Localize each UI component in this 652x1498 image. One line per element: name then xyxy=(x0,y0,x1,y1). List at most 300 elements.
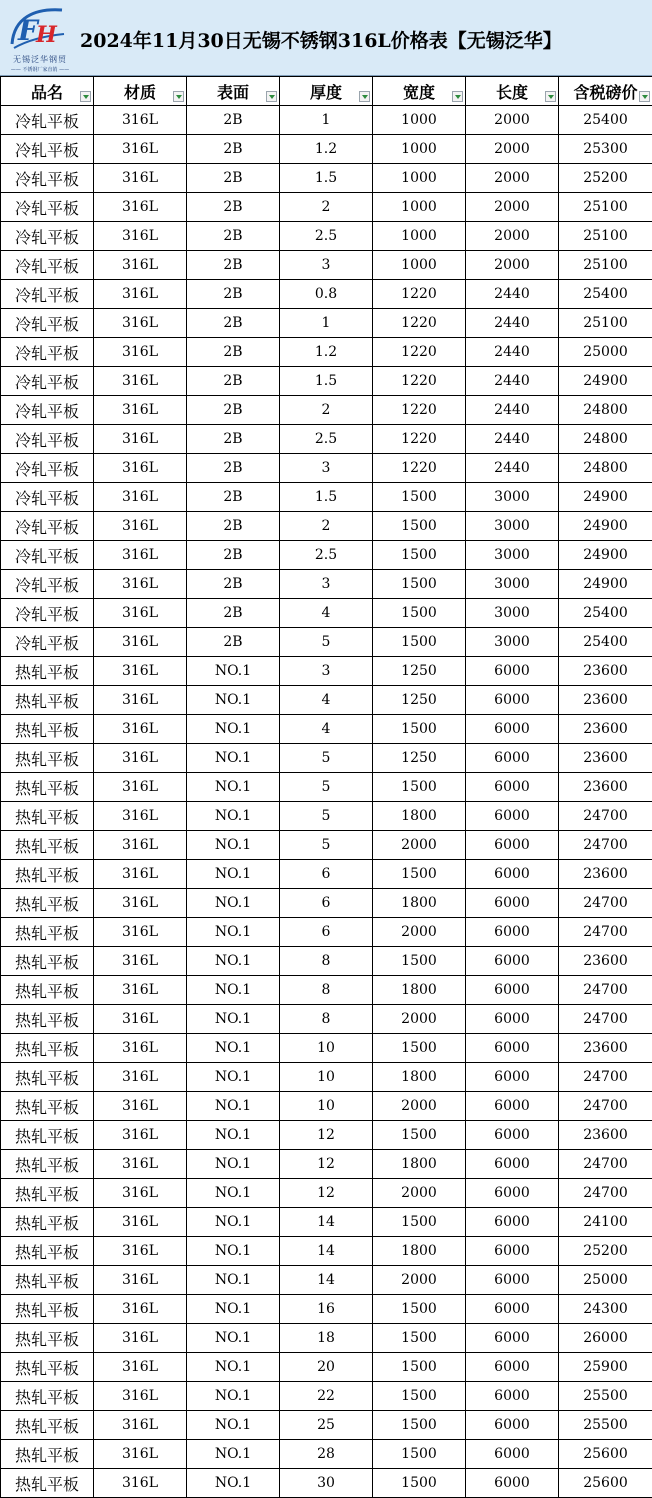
cell-width: 1220 xyxy=(373,454,466,483)
cell-price: 24700 xyxy=(559,831,652,860)
cell-surface: 2B xyxy=(187,628,280,657)
column-header-width xyxy=(373,77,466,106)
cell-surface: 2B xyxy=(187,280,280,309)
table-row xyxy=(1,367,652,396)
cell-width: 1000 xyxy=(373,135,466,164)
cell-product-name: 热轧平板 xyxy=(1,1440,94,1469)
cell-width: 1500 xyxy=(373,1411,466,1440)
column-header-label: 表面 xyxy=(216,82,249,102)
cell-product-name: 热轧平板 xyxy=(1,1034,94,1063)
cell-price: 25100 xyxy=(559,193,652,222)
cell-thickness: 1.5 xyxy=(280,367,373,396)
cell-length: 6000 xyxy=(466,889,559,918)
cell-material: 316L xyxy=(94,1121,187,1150)
cell-width: 1250 xyxy=(373,744,466,773)
table-row xyxy=(1,1469,652,1498)
cell-product-name: 热轧平板 xyxy=(1,1411,94,1440)
column-header-label: 厚度 xyxy=(309,82,342,102)
cell-surface: NO.1 xyxy=(187,773,280,802)
cell-price: 25600 xyxy=(559,1469,652,1498)
cell-material: 316L xyxy=(94,106,187,135)
cell-thickness: 12 xyxy=(280,1150,373,1179)
table-row xyxy=(1,1353,652,1382)
cell-thickness: 20 xyxy=(280,1353,373,1382)
cell-width: 2000 xyxy=(373,1179,466,1208)
logo-company-name: 无锡泛华钢贸 xyxy=(13,55,67,64)
cell-price: 24900 xyxy=(559,541,652,570)
cell-product-name: 热轧平板 xyxy=(1,1353,94,1382)
cell-material: 316L xyxy=(94,1266,187,1295)
cell-material: 316L xyxy=(94,1034,187,1063)
cell-length: 3000 xyxy=(466,628,559,657)
cell-width: 1500 xyxy=(373,860,466,889)
cell-length: 6000 xyxy=(466,1382,559,1411)
cell-length: 6000 xyxy=(466,831,559,860)
cell-price: 25500 xyxy=(559,1382,652,1411)
cell-material: 316L xyxy=(94,222,187,251)
cell-length: 2000 xyxy=(466,222,559,251)
cell-product-name: 热轧平板 xyxy=(1,686,94,715)
cell-material: 316L xyxy=(94,541,187,570)
table-row xyxy=(1,1179,652,1208)
cell-length: 6000 xyxy=(466,773,559,802)
cell-product-name: 热轧平板 xyxy=(1,918,94,947)
cell-material: 316L xyxy=(94,135,187,164)
cell-length: 6000 xyxy=(466,1469,559,1498)
cell-length: 6000 xyxy=(466,1440,559,1469)
column-header-thickness xyxy=(280,77,373,106)
cell-surface: NO.1 xyxy=(187,918,280,947)
cell-material: 316L xyxy=(94,715,187,744)
cell-surface: NO.1 xyxy=(187,1266,280,1295)
cell-surface: NO.1 xyxy=(187,686,280,715)
cell-material: 316L xyxy=(94,686,187,715)
table-row xyxy=(1,599,652,628)
cell-material: 316L xyxy=(94,280,187,309)
table-row xyxy=(1,1063,652,1092)
cell-width: 1500 xyxy=(373,1382,466,1411)
cell-length: 2000 xyxy=(466,193,559,222)
cell-thickness: 6 xyxy=(280,860,373,889)
cell-width: 1800 xyxy=(373,1063,466,1092)
table-row xyxy=(1,251,652,280)
table-row xyxy=(1,309,652,338)
table-row xyxy=(1,135,652,164)
table-row xyxy=(1,454,652,483)
cell-width: 1220 xyxy=(373,396,466,425)
column-header-length xyxy=(466,77,559,106)
cell-price: 24700 xyxy=(559,1150,652,1179)
cell-thickness: 1.2 xyxy=(280,135,373,164)
cell-width: 1000 xyxy=(373,193,466,222)
cell-surface: 2B xyxy=(187,367,280,396)
cell-product-name: 冷轧平板 xyxy=(1,483,94,512)
cell-thickness: 8 xyxy=(280,947,373,976)
column-header-label: 长度 xyxy=(495,82,528,102)
cell-price: 24300 xyxy=(559,1295,652,1324)
cell-price: 23600 xyxy=(559,860,652,889)
cell-width: 1220 xyxy=(373,309,466,338)
cell-product-name: 热轧平板 xyxy=(1,860,94,889)
cell-thickness: 6 xyxy=(280,889,373,918)
cell-surface: 2B xyxy=(187,338,280,367)
cell-thickness: 4 xyxy=(280,599,373,628)
cell-surface: NO.1 xyxy=(187,831,280,860)
cell-price: 25400 xyxy=(559,628,652,657)
cell-length: 3000 xyxy=(466,483,559,512)
cell-material: 316L xyxy=(94,1150,187,1179)
cell-surface: 2B xyxy=(187,164,280,193)
filter-dropdown-icon[interactable] xyxy=(266,91,277,102)
cell-thickness: 5 xyxy=(280,628,373,657)
table-row xyxy=(1,106,652,135)
cell-product-name: 冷轧平板 xyxy=(1,193,94,222)
table-body xyxy=(1,106,652,1498)
cell-material: 316L xyxy=(94,1092,187,1121)
cell-width: 1500 xyxy=(373,570,466,599)
cell-thickness: 12 xyxy=(280,1179,373,1208)
table-row xyxy=(1,1411,652,1440)
column-header-product-name xyxy=(1,77,94,106)
cell-product-name: 热轧平板 xyxy=(1,1324,94,1353)
cell-product-name: 热轧平板 xyxy=(1,1121,94,1150)
cell-thickness: 5 xyxy=(280,744,373,773)
table-row xyxy=(1,396,652,425)
cell-length: 6000 xyxy=(466,802,559,831)
cell-thickness: 4 xyxy=(280,715,373,744)
cell-length: 6000 xyxy=(466,744,559,773)
cell-material: 316L xyxy=(94,628,187,657)
cell-product-name: 冷轧平板 xyxy=(1,280,94,309)
cell-thickness: 8 xyxy=(280,976,373,1005)
cell-material: 316L xyxy=(94,802,187,831)
cell-length: 2440 xyxy=(466,280,559,309)
cell-width: 1220 xyxy=(373,425,466,454)
cell-product-name: 热轧平板 xyxy=(1,976,94,1005)
cell-width: 1800 xyxy=(373,1237,466,1266)
cell-price: 24900 xyxy=(559,570,652,599)
cell-price: 24700 xyxy=(559,1092,652,1121)
cell-material: 316L xyxy=(94,367,187,396)
cell-material: 316L xyxy=(94,570,187,599)
cell-product-name: 冷轧平板 xyxy=(1,164,94,193)
cell-material: 316L xyxy=(94,1295,187,1324)
cell-thickness: 2 xyxy=(280,512,373,541)
cell-length: 2440 xyxy=(466,396,559,425)
cell-length: 6000 xyxy=(466,947,559,976)
cell-surface: NO.1 xyxy=(187,1034,280,1063)
table-row xyxy=(1,1440,652,1469)
cell-length: 6000 xyxy=(466,1150,559,1179)
cell-width: 1500 xyxy=(373,1034,466,1063)
table-row xyxy=(1,773,652,802)
fh-logo-icon xyxy=(4,4,70,54)
cell-price: 25300 xyxy=(559,135,652,164)
cell-thickness: 1.5 xyxy=(280,483,373,512)
svg-text:H: H xyxy=(36,22,57,48)
cell-material: 316L xyxy=(94,918,187,947)
cell-product-name: 热轧平板 xyxy=(1,1295,94,1324)
cell-length: 6000 xyxy=(466,1208,559,1237)
cell-product-name: 热轧平板 xyxy=(1,1237,94,1266)
cell-material: 316L xyxy=(94,425,187,454)
cell-material: 316L xyxy=(94,1179,187,1208)
cell-product-name: 冷轧平板 xyxy=(1,338,94,367)
cell-length: 6000 xyxy=(466,918,559,947)
cell-price: 25400 xyxy=(559,280,652,309)
cell-product-name: 热轧平板 xyxy=(1,1005,94,1034)
cell-width: 1220 xyxy=(373,338,466,367)
table-row xyxy=(1,1237,652,1266)
cell-thickness: 2.5 xyxy=(280,222,373,251)
filter-dropdown-icon[interactable] xyxy=(173,91,184,102)
cell-thickness: 5 xyxy=(280,802,373,831)
column-header-label: 宽度 xyxy=(402,82,435,102)
cell-length: 6000 xyxy=(466,1063,559,1092)
cell-material: 316L xyxy=(94,599,187,628)
cell-product-name: 热轧平板 xyxy=(1,744,94,773)
table-row xyxy=(1,541,652,570)
cell-price: 23600 xyxy=(559,657,652,686)
table-row xyxy=(1,628,652,657)
cell-surface: NO.1 xyxy=(187,1295,280,1324)
cell-width: 2000 xyxy=(373,831,466,860)
cell-thickness: 28 xyxy=(280,1440,373,1469)
cell-surface: NO.1 xyxy=(187,889,280,918)
table-row xyxy=(1,1121,652,1150)
cell-price: 25000 xyxy=(559,338,652,367)
cell-width: 1500 xyxy=(373,1440,466,1469)
cell-product-name: 冷轧平板 xyxy=(1,222,94,251)
cell-product-name: 冷轧平板 xyxy=(1,106,94,135)
cell-price: 25400 xyxy=(559,106,652,135)
cell-width: 1250 xyxy=(373,657,466,686)
cell-thickness: 22 xyxy=(280,1382,373,1411)
cell-material: 316L xyxy=(94,454,187,483)
cell-width: 1800 xyxy=(373,889,466,918)
cell-price: 23600 xyxy=(559,1034,652,1063)
cell-length: 2000 xyxy=(466,164,559,193)
cell-price: 25200 xyxy=(559,1237,652,1266)
table-row xyxy=(1,1324,652,1353)
cell-thickness: 2 xyxy=(280,396,373,425)
cell-surface: 2B xyxy=(187,512,280,541)
cell-material: 316L xyxy=(94,657,187,686)
cell-material: 316L xyxy=(94,773,187,802)
cell-price: 24700 xyxy=(559,889,652,918)
cell-thickness: 6 xyxy=(280,918,373,947)
cell-material: 316L xyxy=(94,976,187,1005)
cell-price: 24900 xyxy=(559,483,652,512)
cell-product-name: 热轧平板 xyxy=(1,1266,94,1295)
cell-material: 316L xyxy=(94,947,187,976)
table-row xyxy=(1,338,652,367)
cell-thickness: 1.5 xyxy=(280,164,373,193)
logo-tagline: —— 不锈钢厂家直销 —— xyxy=(10,67,70,73)
table-row xyxy=(1,164,652,193)
cell-width: 1000 xyxy=(373,222,466,251)
cell-length: 3000 xyxy=(466,541,559,570)
cell-length: 6000 xyxy=(466,1324,559,1353)
cell-product-name: 热轧平板 xyxy=(1,802,94,831)
cell-surface: 2B xyxy=(187,222,280,251)
cell-width: 1500 xyxy=(373,1324,466,1353)
cell-surface: NO.1 xyxy=(187,802,280,831)
filter-dropdown-icon[interactable] xyxy=(80,91,91,102)
cell-product-name: 热轧平板 xyxy=(1,1382,94,1411)
cell-product-name: 热轧平板 xyxy=(1,889,94,918)
cell-price: 25000 xyxy=(559,1266,652,1295)
cell-product-name: 冷轧平板 xyxy=(1,599,94,628)
cell-length: 6000 xyxy=(466,1266,559,1295)
cell-width: 1500 xyxy=(373,1469,466,1498)
cell-thickness: 14 xyxy=(280,1266,373,1295)
table-row xyxy=(1,802,652,831)
cell-thickness: 14 xyxy=(280,1208,373,1237)
cell-length: 6000 xyxy=(466,976,559,1005)
cell-length: 6000 xyxy=(466,1179,559,1208)
cell-surface: NO.1 xyxy=(187,947,280,976)
cell-thickness: 3 xyxy=(280,454,373,483)
cell-surface: NO.1 xyxy=(187,1382,280,1411)
cell-width: 1500 xyxy=(373,512,466,541)
filter-dropdown-icon[interactable] xyxy=(359,91,370,102)
cell-price: 24700 xyxy=(559,1005,652,1034)
cell-width: 1800 xyxy=(373,1150,466,1179)
cell-product-name: 热轧平板 xyxy=(1,1469,94,1498)
cell-length: 3000 xyxy=(466,512,559,541)
cell-thickness: 2.5 xyxy=(280,425,373,454)
cell-material: 316L xyxy=(94,338,187,367)
table-row xyxy=(1,860,652,889)
cell-surface: NO.1 xyxy=(187,1063,280,1092)
table-row xyxy=(1,1092,652,1121)
cell-surface: NO.1 xyxy=(187,715,280,744)
table-header-row xyxy=(1,77,652,106)
cell-length: 2000 xyxy=(466,135,559,164)
cell-thickness: 5 xyxy=(280,773,373,802)
filter-dropdown-icon[interactable] xyxy=(639,91,650,102)
cell-product-name: 冷轧平板 xyxy=(1,541,94,570)
cell-length: 6000 xyxy=(466,1121,559,1150)
cell-width: 1500 xyxy=(373,715,466,744)
cell-thickness: 10 xyxy=(280,1092,373,1121)
cell-thickness: 10 xyxy=(280,1034,373,1063)
cell-material: 316L xyxy=(94,251,187,280)
column-header-label: 材质 xyxy=(123,82,156,102)
cell-product-name: 热轧平板 xyxy=(1,947,94,976)
cell-price: 24900 xyxy=(559,367,652,396)
cell-thickness: 12 xyxy=(280,1121,373,1150)
filter-dropdown-icon[interactable] xyxy=(545,91,556,102)
table-row xyxy=(1,512,652,541)
cell-length: 2440 xyxy=(466,367,559,396)
table-row xyxy=(1,1266,652,1295)
cell-width: 1500 xyxy=(373,628,466,657)
cell-length: 2000 xyxy=(466,106,559,135)
cell-surface: NO.1 xyxy=(187,1411,280,1440)
table-row xyxy=(1,1034,652,1063)
cell-price: 25100 xyxy=(559,251,652,280)
cell-product-name: 冷轧平板 xyxy=(1,396,94,425)
cell-thickness: 16 xyxy=(280,1295,373,1324)
cell-surface: NO.1 xyxy=(187,1440,280,1469)
cell-product-name: 热轧平板 xyxy=(1,715,94,744)
table-row xyxy=(1,947,652,976)
filter-dropdown-icon[interactable] xyxy=(452,91,463,102)
cell-surface: 2B xyxy=(187,193,280,222)
cell-thickness: 3 xyxy=(280,251,373,280)
cell-surface: NO.1 xyxy=(187,1150,280,1179)
column-header-material xyxy=(94,77,187,106)
cell-length: 6000 xyxy=(466,1411,559,1440)
cell-width: 1500 xyxy=(373,1121,466,1150)
cell-surface: 2B xyxy=(187,396,280,425)
cell-price: 25400 xyxy=(559,599,652,628)
cell-width: 1500 xyxy=(373,541,466,570)
price-table xyxy=(0,76,652,1498)
table-row xyxy=(1,570,652,599)
cell-width: 1000 xyxy=(373,251,466,280)
cell-width: 2000 xyxy=(373,1266,466,1295)
cell-surface: NO.1 xyxy=(187,860,280,889)
table-row xyxy=(1,657,652,686)
cell-material: 316L xyxy=(94,1208,187,1237)
cell-price: 24700 xyxy=(559,802,652,831)
table-row xyxy=(1,222,652,251)
cell-material: 316L xyxy=(94,1237,187,1266)
cell-thickness: 0.8 xyxy=(280,280,373,309)
cell-product-name: 冷轧平板 xyxy=(1,309,94,338)
table-row xyxy=(1,1208,652,1237)
cell-width: 2000 xyxy=(373,918,466,947)
header-band xyxy=(0,0,652,76)
cell-price: 24700 xyxy=(559,1063,652,1092)
cell-product-name: 热轧平板 xyxy=(1,831,94,860)
cell-price: 23600 xyxy=(559,947,652,976)
cell-length: 3000 xyxy=(466,599,559,628)
table-row xyxy=(1,280,652,309)
cell-material: 316L xyxy=(94,1063,187,1092)
cell-surface: NO.1 xyxy=(187,1092,280,1121)
cell-length: 6000 xyxy=(466,1237,559,1266)
cell-product-name: 热轧平板 xyxy=(1,657,94,686)
cell-length: 2440 xyxy=(466,425,559,454)
cell-product-name: 冷轧平板 xyxy=(1,570,94,599)
cell-price: 25500 xyxy=(559,1411,652,1440)
cell-surface: NO.1 xyxy=(187,1005,280,1034)
cell-length: 6000 xyxy=(466,657,559,686)
cell-width: 1500 xyxy=(373,947,466,976)
cell-material: 316L xyxy=(94,860,187,889)
cell-product-name: 冷轧平板 xyxy=(1,425,94,454)
table-row xyxy=(1,1150,652,1179)
cell-material: 316L xyxy=(94,1324,187,1353)
company-logo xyxy=(4,4,70,73)
cell-surface: 2B xyxy=(187,106,280,135)
cell-product-name: 冷轧平板 xyxy=(1,454,94,483)
cell-surface: NO.1 xyxy=(187,976,280,1005)
cell-thickness: 2 xyxy=(280,193,373,222)
cell-price: 25200 xyxy=(559,164,652,193)
cell-surface: NO.1 xyxy=(187,1208,280,1237)
cell-length: 6000 xyxy=(466,715,559,744)
cell-surface: 2B xyxy=(187,309,280,338)
cell-length: 6000 xyxy=(466,1295,559,1324)
cell-material: 316L xyxy=(94,164,187,193)
cell-product-name: 冷轧平板 xyxy=(1,135,94,164)
table-row xyxy=(1,715,652,744)
